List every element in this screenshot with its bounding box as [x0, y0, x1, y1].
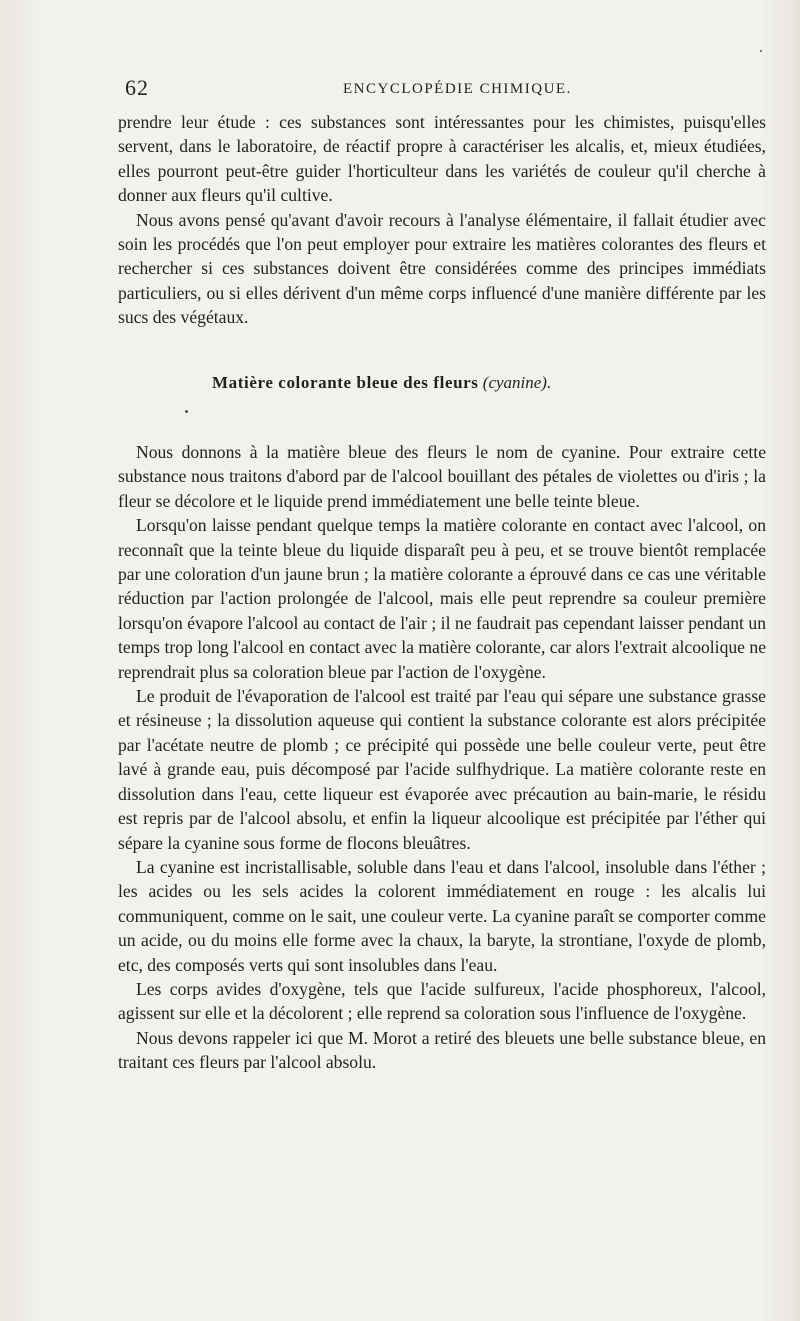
page-number: 62	[125, 75, 149, 100]
paragraph: Nous devons rappeler ici que M. Morot a retiré des bleuets une belle substance bleue, en traitant ces fleurs par l'alcool absolu.	[118, 1027, 766, 1073]
section-heading-subtitle: (cyanine).	[482, 373, 552, 392]
running-title: ENCYCLOPÉDIE CHIMIQUE.	[343, 81, 572, 97]
paragraph: prendre leur étude : ces substances sont intéressantes pour les chimistes, puisqu'elles servent, dans le laboratoire, de réactif propre à caractériser les alcalis, et, mieux étudiées, elles pourront peut-être guider l'horticulteur dans les variétés de couleur qu'il cherche à donner aux fleurs qu'il cultive.	[118, 112, 766, 206]
section-body	[118, 440, 766, 1075]
page-header	[125, 75, 765, 105]
paragraph: Nous donnons à la matière bleue des fleurs le nom de cyanine. Pour extraire cette substance nous traitons d'abord par de l'alcool bouillant des pétales de violettes ou d'iris ; la fleur se décolore et le liquide prend immédiatement une belle teinte bleue.	[118, 442, 766, 511]
intro-text	[118, 110, 766, 330]
paragraph: La cyanine est incristallisable, soluble dans l'eau et dans l'alcool, insoluble dans l'éther ; les acides ou les sels acides la colorent immédiatement en rouge : les alcalis lui communiquent, comme on le sait, une couleur verte. La cyanine paraît se comporter comme un acide, ou du moins elle forme avec la chaux, la baryte, la strontiane, l'oxyde de plomb, etc, des composés verts qui sont insolubles dans l'eau.	[118, 856, 766, 975]
paragraph: Le produit de l'évaporation de l'alcool est traité par l'eau qui sépare une substance grasse et résineuse ; la dissolution aqueuse qui contient la substance colorante est alors précipitée par l'acétate neutre de plomb ; ce précipité qui possède une belle couleur verte, peut être lavé à grande eau, puis décomposé par l'acide sulfhydrique. La matière colorante reste en dissolution dans l'eau, cette liqueur est évaporée avec précaution au bain-marie, le résidu est repris par de l'alcool absolu, et enfin la liqueur alcoolique est précipitée par l'éther qui sépare la cyanine sous forme de flocons bleuâtres.	[118, 686, 766, 853]
paragraph: Lorsqu'on laisse pendant quelque temps la matière colorante en contact avec l'alcool, on reconnaît que la teinte bleue du liquide disparaît peu à peu, et se trouve bientôt remplacée par une coloration d'un jaune brun ; la matière colorante a éprouvé dans ce cas une véritable réduction par l'action prolongée de l'alcool, mais elle peut reprendre sa couleur première lorsqu'on évapore l'alcool au contact de l'air ; il ne faudrait pas cependant laisser pendant un temps trop long l'alcool en contact avec la matière colorante, car alors l'extrait alcoolique ne reprendrait plus sa coloration bleue par l'action de l'oxygène.	[118, 515, 766, 682]
section-heading-title: Matière colorante bleue des fleurs	[212, 373, 479, 392]
paper-speck	[760, 50, 762, 52]
paragraph: Nous avons pensé qu'avant d'avoir recours à l'analyse élémentaire, il fallait étudier avec soin les procédés que l'on peut employer pour extraire les matières colorantes des fleurs et rechercher si ces substances doivent être considérées comme des principes immédiats particuliers, ou si elles dérivent d'un même corps influencé d'une manière différente par les sucs des végétaux.	[118, 209, 766, 328]
section-heading	[212, 373, 732, 393]
paragraph: Les corps avides d'oxygène, tels que l'acide sulfureux, l'acide phosphoreux, l'alcool, agissent sur elle et la décolorent ; elle reprend sa coloration sous l'influence de l'oxygène.	[118, 978, 766, 1024]
paper-speck	[185, 410, 188, 413]
